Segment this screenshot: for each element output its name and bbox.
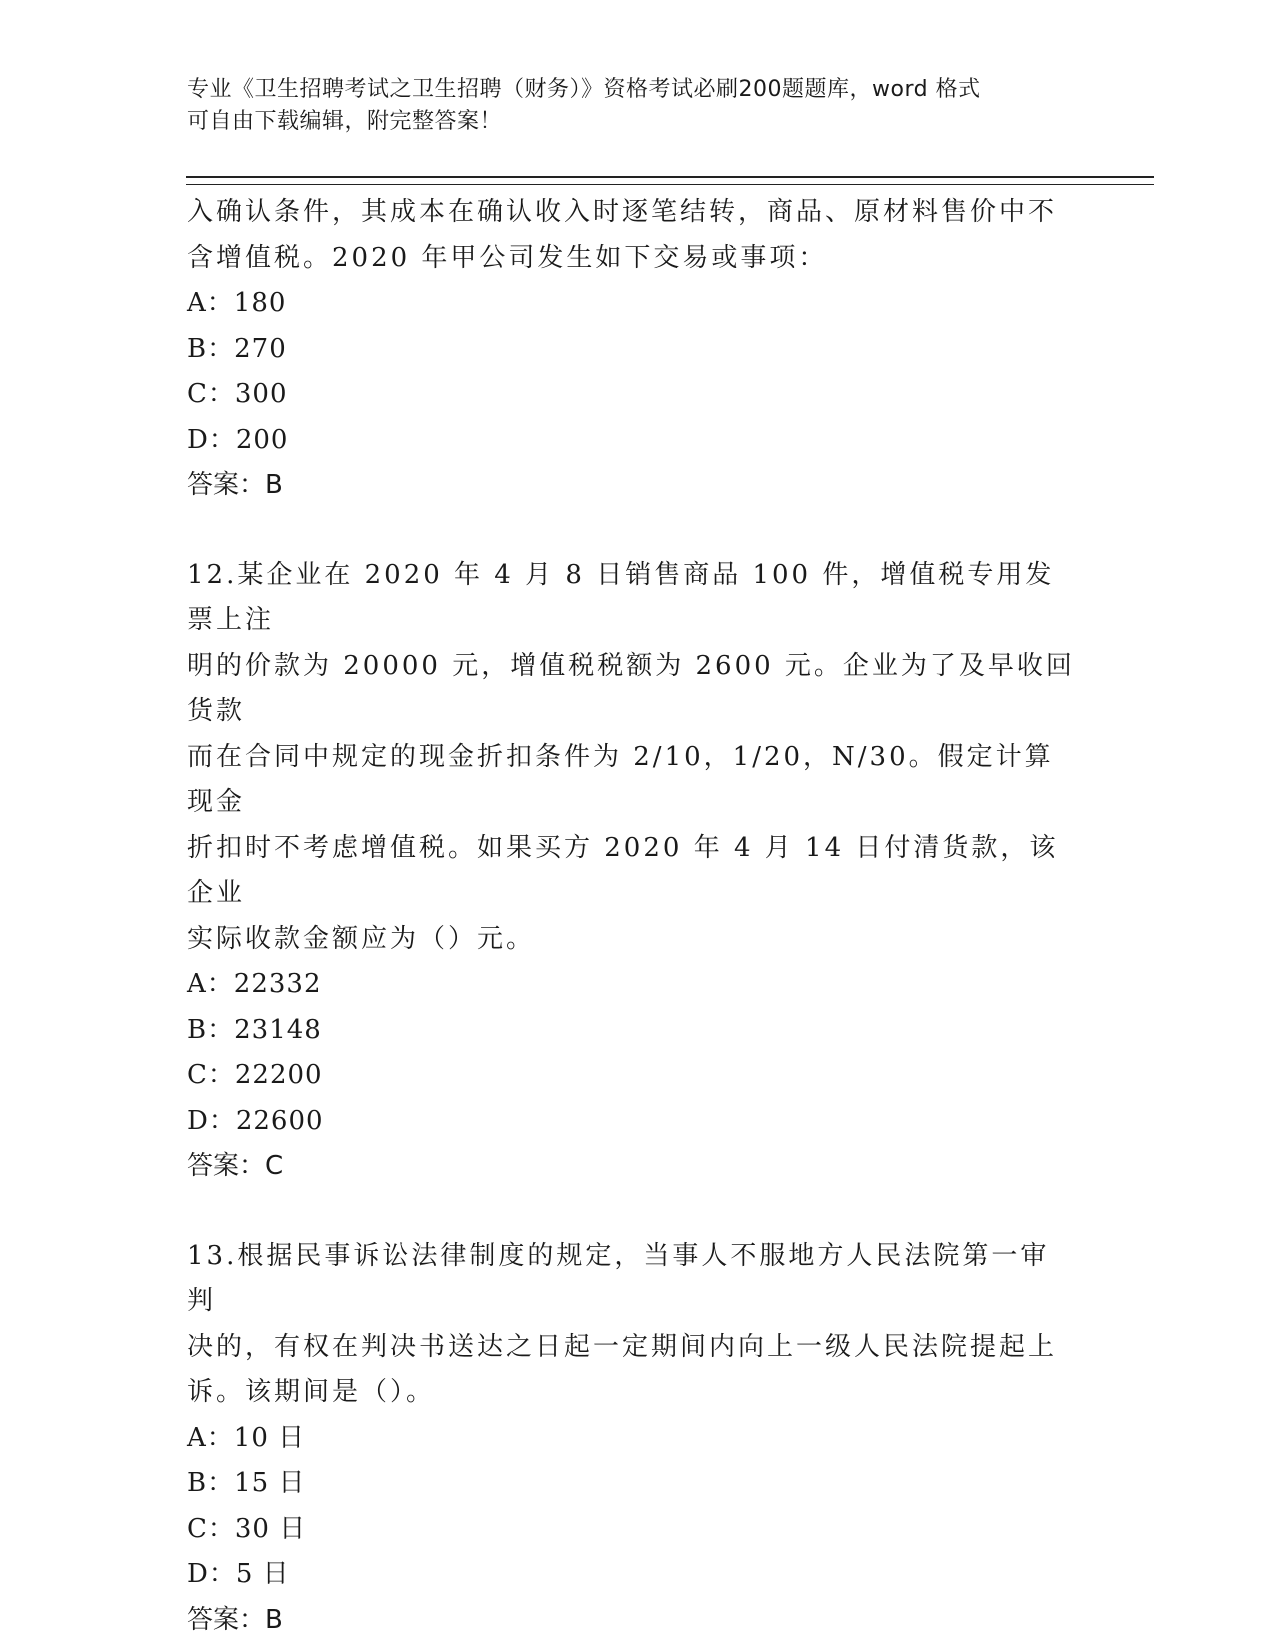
option-c: C：22200 (187, 1060, 323, 1090)
option-c: C：30 日 (187, 1513, 307, 1544)
option-d: D：200 (187, 424, 289, 455)
spacer (187, 509, 1077, 553)
option-a: A：22332 (187, 969, 322, 999)
answer-line: 答案：B (187, 1604, 283, 1635)
question-text-line: 决的，有权在判决书送达之日起一定期间内向上一级人民法院提起上 (187, 1331, 1058, 1362)
header-line-1: 专业《卫生招聘考试之卫生招聘（财务）》资格考试必刷200题题库，word 格式 (187, 77, 981, 102)
question-text-line: 诉。该期间是（）。 (187, 1377, 436, 1407)
document-body (187, 190, 1077, 1643)
option-b: B：15 日 (187, 1468, 306, 1498)
header-divider (186, 176, 1154, 185)
question-12 (187, 553, 1077, 1190)
question-text-line: 入确认条件，其成本在确认收入时逐笔结转，商品、原材料售价中不 (187, 197, 1058, 227)
question-text-line: 13.根据民事诉讼法律制度的规定，当事人不服地方人民法院第一审判 (187, 1240, 1050, 1316)
option-d: D：5 日 (187, 1559, 290, 1589)
option-b: B：23148 (187, 1014, 322, 1045)
spacer (187, 1190, 1077, 1234)
question-text-line: 而在合同中规定的现金折扣条件为 2/10，1/20，N/30。假定计算现金 (187, 741, 1054, 817)
option-b: B：270 (187, 333, 287, 364)
option-a: A：180 (187, 288, 287, 318)
option-a: A：10 日 (187, 1422, 306, 1453)
option-d: D：22600 (187, 1105, 324, 1136)
question-text-line: 明的价款为 20000 元，增值税税额为 2600 元。企业为了及早收回货款 (187, 650, 1075, 726)
option-c: C：300 (187, 379, 288, 409)
answer-line: 答案：C (187, 1151, 284, 1181)
page-header (187, 74, 1067, 138)
question-fragment (187, 190, 1077, 509)
question-text-line: 含增值税。2020 年甲公司发生如下交易或事项： (187, 242, 828, 273)
header-line-2: 可自由下载编辑，附完整答案！ (187, 109, 503, 134)
question-text-line: 实际收款金额应为（）元。 (187, 923, 536, 954)
question-text-line: 12.某企业在 2020 年 4 月 8 日销售商品 100 件，增值税专用发票上注 (187, 559, 1055, 635)
question-13 (187, 1234, 1077, 1644)
question-text-line: 折扣时不考虑增值税。如果买方 2020 年 4 月 14 日付清货款，该企业 (187, 832, 1059, 908)
answer-line: 答案：B (187, 470, 283, 500)
